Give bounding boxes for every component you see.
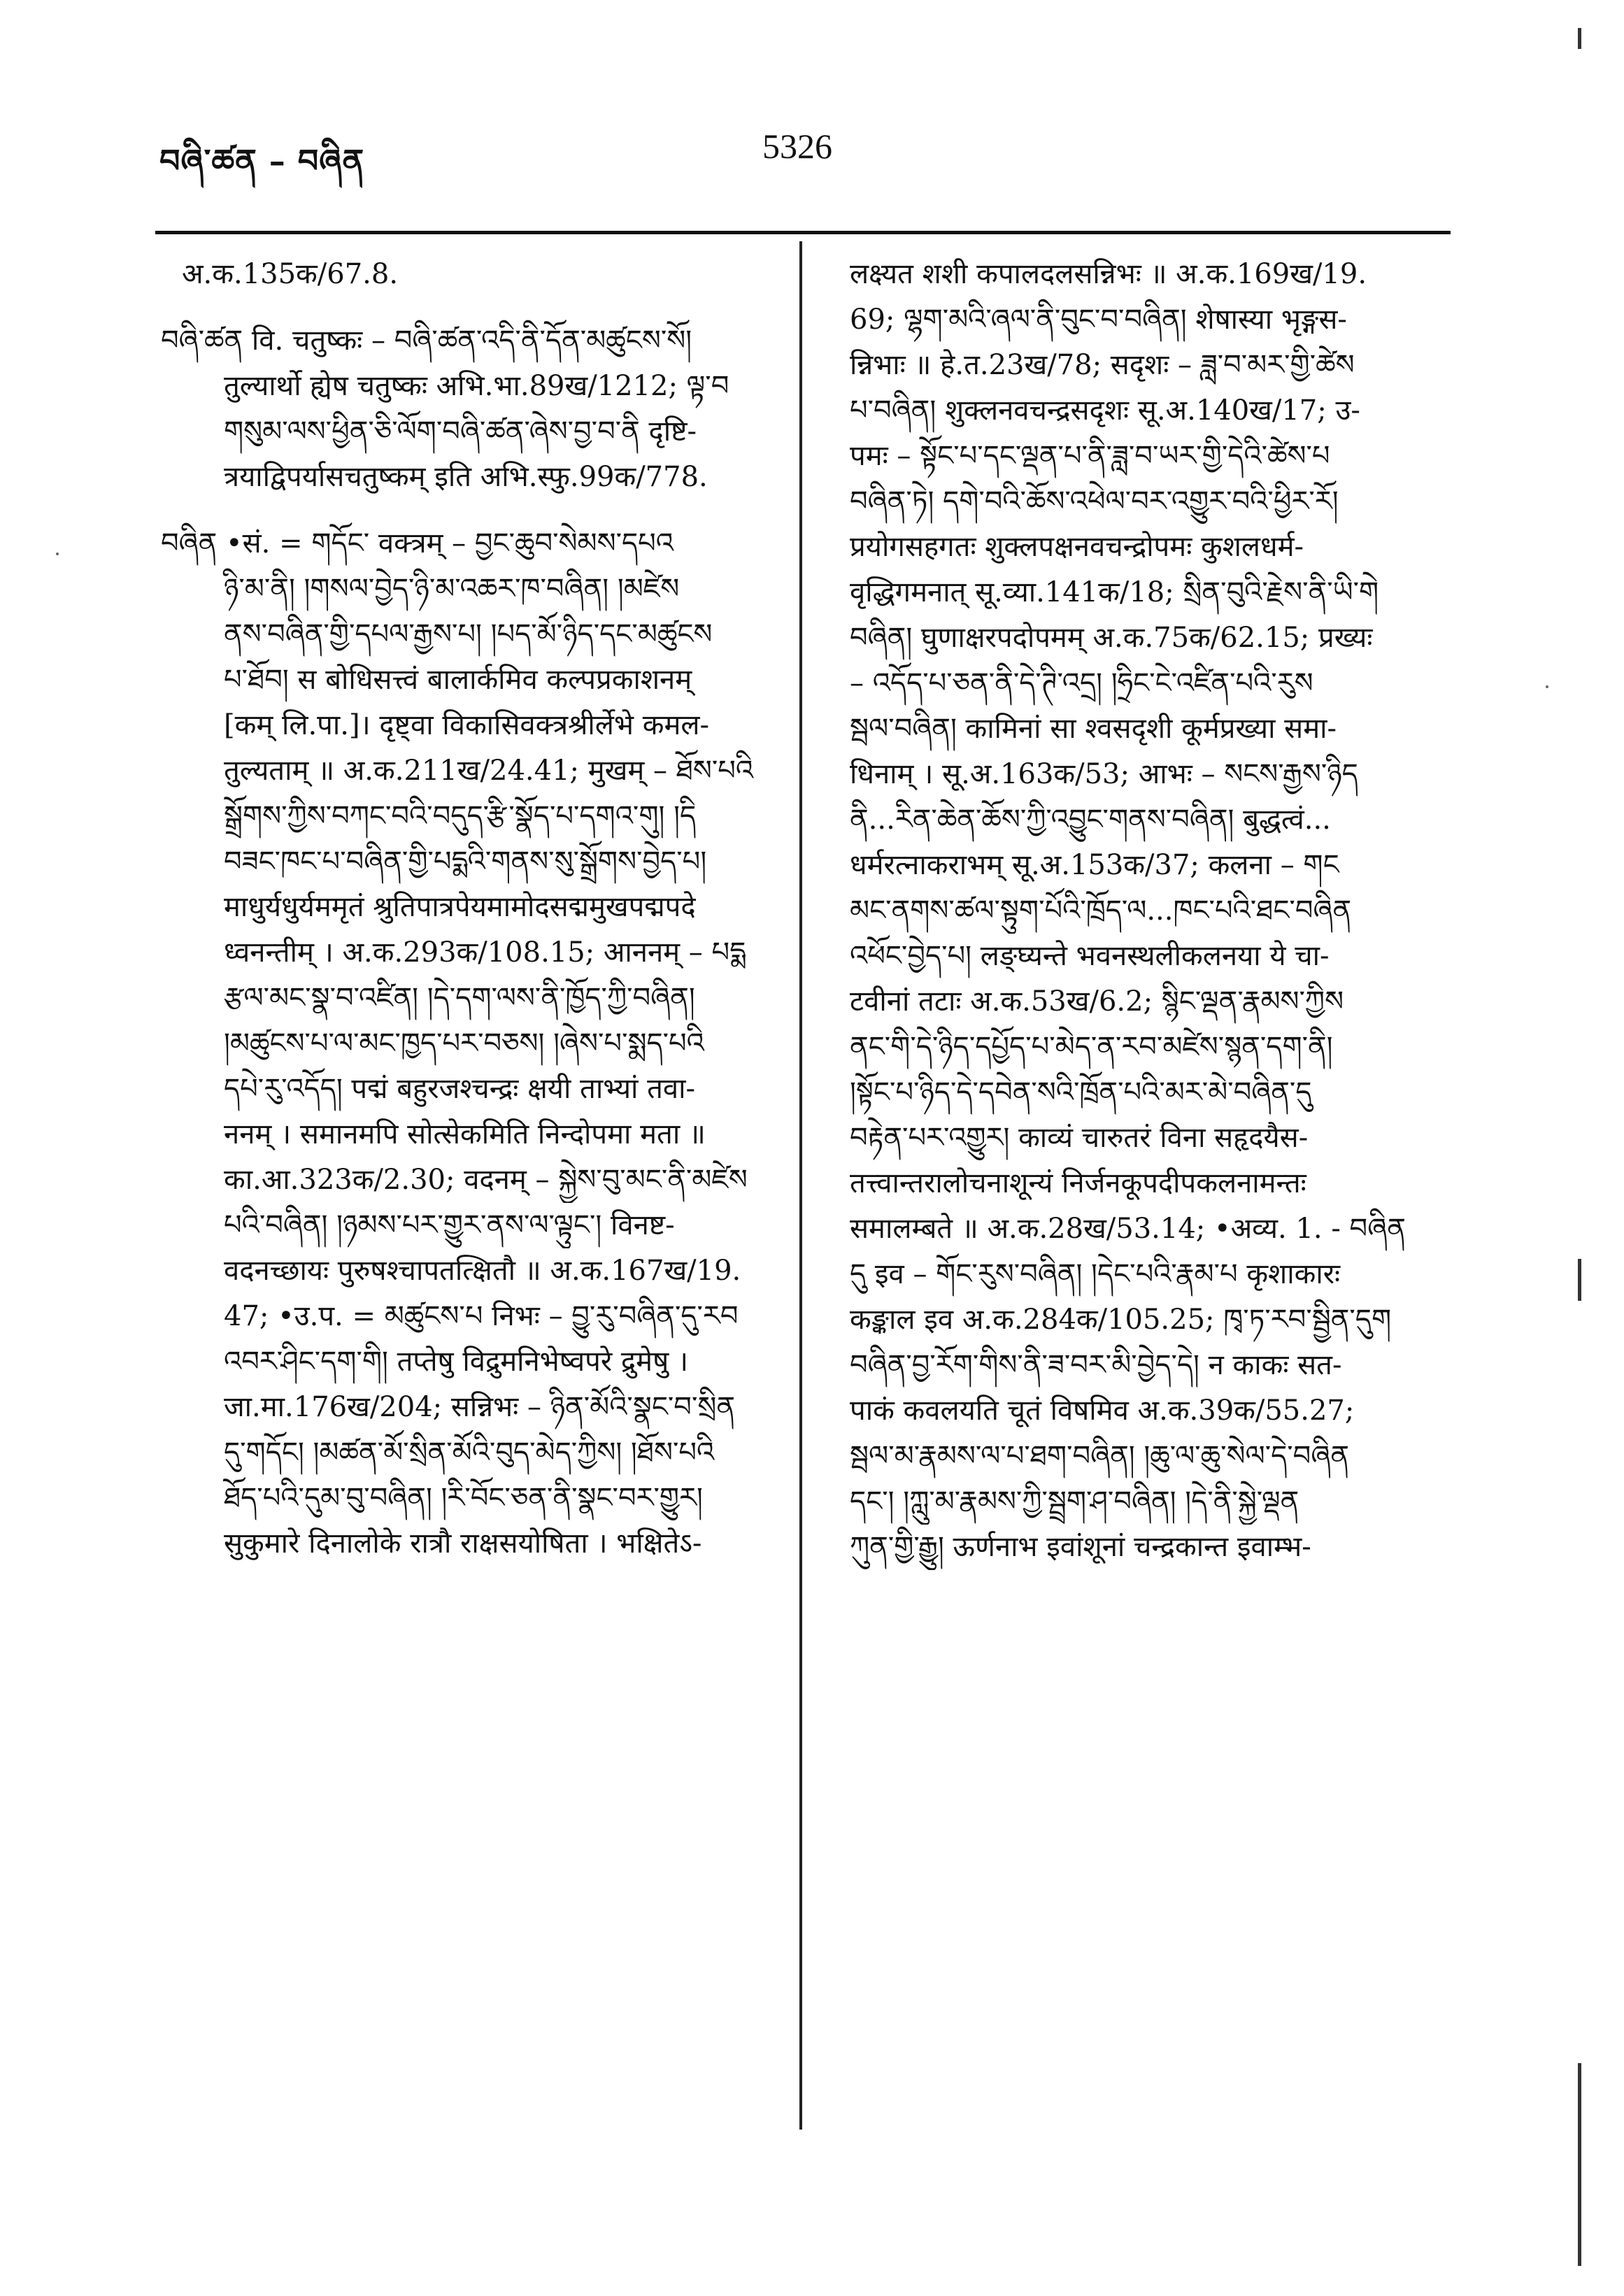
- text-line: समालम्बते ॥ अ.क.28ख/53.14; •अव्य. 1. - བཞིན: [850, 1213, 1406, 1245]
- text-line: བཟང་ཁང་པ་བཞིན་གྱི་པདྨའི་གནས་སུ་སྒྲོགས་བྱེད་པ།: [224, 846, 707, 878]
- text-line: བཞི་ཚན वि. चतुष्कः – བཞི་ཚན་འདི་ནི་དོན་མཚུངས་སོ།: [161, 325, 692, 357]
- text-line: །མཚུངས་པ་ལ་མང་ཁྱད་པར་བཅས། །ཞེས་པ་སྨད་པའི: [224, 1027, 704, 1060]
- entry-gap: [161, 500, 776, 521]
- left-column: [161, 252, 776, 1567]
- text-line: འཕོང་བྱེད་པ། लङ्घ्यन्ते भवनस्थलीकलनया ये चा-: [850, 940, 1330, 972]
- text-line: ནང་གི་དེ་ཉིད་དཔྱོད་པ་མེད་ན་རབ་མཛེས་སྙན་དག་ནི།: [850, 1031, 1333, 1063]
- text-line: वृद्धिगमनात् सू.व्या.141क/18; སྲིན་བུའི་རྗེས་ནི་ཡི་གེ: [850, 576, 1379, 608]
- text-line: पाकं कवलयति चूतं विषमिव अ.क.39क/55.27;: [850, 1395, 1355, 1427]
- text-line: དུ इव – གོང་རུས་བཞིན། །དེང་པའི་རྣམ་པ कृशाकारः: [850, 1258, 1341, 1290]
- text-line: མང་ནགས་ཚལ་སྟུག་པོའི་ཁྲོད་ལ...ཁང་པའི་ཐང་བཞིན: [850, 894, 1352, 927]
- scan-speck: [1546, 685, 1548, 688]
- text-line: །སྟོང་པ་ཉིད་དེ་དབེན་སའི་ཁྲོན་པའི་མར་མེ་བཞིན་དུ: [850, 1076, 1312, 1108]
- text-line: टवीनां तटाः अ.क.53ख/6.2; སྙིང་ལྡན་རྣམས་ཀྱིས: [850, 985, 1344, 1018]
- text-line: त्रयाद्विपर्यासचतुष्कम् इति अभि.स्फु.99क/778.: [224, 461, 708, 493]
- text-line: རྩལ་མང་སྣ་བ་འཛིན། །དེ་དག་ལས་ནི་ཁྱོད་ཀྱི་བཞིན།: [224, 982, 695, 1014]
- text-line: དུ་གདོང། །མཚན་མོ་སྲིན་མོའི་བུད་མེད་ཀྱིས། །ཐོས་པའི: [224, 1436, 715, 1469]
- text-line: – འདོད་པ་ཅན་ནི་དེ་ཊི་འདྲ། །ཧྲིང་ངེ་འཛིན་པའི་རུས: [850, 667, 1313, 699]
- text-line: སྦལ་བཞིན། कामिनां सा श्वसदृशी कूर्मप्रख्या समा-: [850, 713, 1337, 745]
- text-line: ནས་བཞིན་གྱི་དཔལ་རྒྱས་པ། །པད་མོ་ཉིད་དང་མཚུངས: [224, 618, 713, 650]
- text-line: प्रयोगसहगतः शुक्लपक्षनवचन्द्रोपमः कुशलधर्म-: [850, 531, 1304, 563]
- text-line: का.आ.323क/2.30; वदनम् – སྐྱེས་བུ་མང་ནི་མཛེས: [224, 1164, 748, 1196]
- text-line: གསུམ་ལས་ཕྱིན་ཅི་ལོག་བཞི་ཚན་ཞེས་བྱ་བ་ནི दृष्टि-: [224, 415, 697, 448]
- text-line: དང་། །ཀླུ་མ་རྣམས་ཀྱི་སྦྲག་ཤ་བཞིན། །དེ་ནི་སྐྱེ་ལྡན: [850, 1485, 1299, 1518]
- text-line: पमः – སྟོང་པ་དང་ལྡན་པ་ནི་ཟླ་བ་ཡར་གྱི་དེའི་ཚེས་པ: [850, 440, 1330, 472]
- text-line: འབར་ཤིང་དག་གི། तप्तेषु विद्रुमनिभेष्वपरे द्रुमेषु ।: [224, 1346, 689, 1378]
- text-line: སྦལ་མ་རྣམས་ལ་པ་ཐག་བཞིན། །ཆུ་ལ་ཆུ་སེལ་དེ་བཞིན: [850, 1440, 1349, 1472]
- text-line: तत्त्वान्तरालोचनाशून्यं निर्जनकूपदीपकलनामन्तः: [850, 1167, 1306, 1199]
- text-line: བརྟེན་པར་འགྱུར། काव्यं चारुतरं विना सहृदयैस-: [850, 1122, 1309, 1154]
- text-line: तुल्यताम् ॥ अ.क.211ख/24.41; मुखम् – ཐོས་པའི: [224, 755, 754, 787]
- text-line: 69; ལྷག་མའི་ཞལ་ནི་བུང་བ་བཞིན། शेषास्या भृङ्गस-: [850, 304, 1347, 336]
- text-line: བཞིན། घुणाक्षरपदोपमम् अ.क.75क/62.15; प्रख्यः: [850, 622, 1373, 654]
- text-line: ཐོད་པའི་དུམ་བུ་བཞིན། །རི་བོང་ཅན་ནི་སྣང་བར་གྱུར།: [224, 1482, 703, 1514]
- text-line: सुकुमारे दिनालोके रात्रौ राक्षसयोषिता । भक्षितेऽ-: [224, 1527, 702, 1560]
- text-line: 47; •उ.प. = མཚུངས་པ निभः – བྱུ་རུ་བཞིན་དུ་རབ: [224, 1300, 739, 1332]
- text-line: བཞིན་ཏེ། དགེ་བའི་ཆོས་འཕེལ་བར་འགྱུར་བའི་ཕྱིར་རོ།: [850, 485, 1339, 518]
- text-line: धर्मरत्नाकराभम् सू.अ.153क/37; कलना – གང: [850, 849, 1339, 881]
- text-line: अ.क.135क/67.8.: [182, 258, 399, 290]
- running-head: བཞི་ཚན – བཞིན: [159, 142, 365, 180]
- text-line: སྒྲོགས་ཀྱིས་བཀང་བའི་བདུད་རྩི་སྣོད་པ་དགའ་གུ། །དི: [224, 800, 697, 832]
- text-line: བཞིན་བྱ་རོག་གིས་ནི་ཟ་བར་མི་བྱེད་དེ། न काकः सत-: [850, 1349, 1342, 1381]
- column-divider: [799, 241, 802, 2130]
- text-line: བཞིན •सं. = གདོང་ वक्त्रम् – བྱང་ཆུབ་སེམས་དཔའ: [161, 527, 674, 559]
- text-line: ध्वनन्तीम् । अ.क.293क/108.15; आननम् – པདྨ: [224, 936, 746, 969]
- scan-edge-mark: [1578, 1259, 1581, 1301]
- text-line: ནི...རིན་ཆེན་ཆོས་ཀྱི་འབྱུང་གནས་བཞིན། बुद्धत्वं...: [850, 804, 1331, 836]
- right-column: [850, 252, 1458, 1570]
- text-line: པ་ཐོབ། स बोधिसत्त्वं बालार्कमिव कल्पप्रकाशनम्: [224, 664, 692, 696]
- scan-speck: [56, 552, 59, 555]
- text-line: कङ्काल इव अ.क.284क/105.25; ཁྭ་ཏ་རབ་སྦྱིན་དུག: [850, 1304, 1392, 1336]
- text-line: པ་བཞིན། शुक्लनवचन्द्रसदृशः सू.अ.140ख/17; उ-: [850, 394, 1360, 427]
- text-line: [कम् लि.पा.]। दृष्ट्वा विकासिवक्त्रश्रीर्लेभे कमल-: [224, 709, 710, 741]
- page-number: 5326: [762, 127, 832, 166]
- text-line: ཉི་མ་ནི། །གསལ་བྱེད་ཉི་མ་འཆར་ཁ་བཞིན། །མཛེས: [224, 573, 680, 605]
- entry-gap: [161, 297, 776, 318]
- text-line: धिनाम् । सू.अ.163क/53; आभः – སངས་རྒྱས་ཉིད: [850, 758, 1358, 790]
- text-line: ཀུན་གྱི་རྒྱུ། ऊर्णनाभ इवांशूनां चन्द्रकान्त इवाम्भ-: [850, 1531, 1311, 1563]
- text-line: དཔེ་རུ་འདོད། पद्मं बहुरजश्चन्द्रः क्षयी ताभ्यां तवा-: [224, 1073, 696, 1105]
- header-rule: [155, 231, 1451, 234]
- text-line: तुल्यार्थो ह्येष चतुष्कः अभि.भा.89ख/1212; ལྟ་བ: [224, 370, 729, 402]
- text-line: लक्ष्यत शशी कपालदलसन्निभः ॥ अ.क.169ख/19.: [850, 258, 1367, 290]
- text-line: པའི་བཞིན། །ཉམས་པར་གྱུར་ནས་ལ་ལྟུང་། विनष्ट-: [224, 1209, 675, 1241]
- text-line: न्निभाः ॥ हे.त.23ख/78; सदृशः – ཟླ་བ་མར་གྱི་ཚེས: [850, 349, 1355, 381]
- text-line: जा.मा.176ख/204; सन्निभः – ཉིན་མོའི་སྣང་བ་སྲིན: [224, 1391, 736, 1423]
- text-line: माधुर्यधुर्यममृतं श्रुतिपात्रपेयमामोदसद्ममुखपद्मपदे: [224, 891, 696, 923]
- scan-edge-mark: [1578, 28, 1581, 49]
- text-line: वदनच्छायः पुरुषश्चापतत्क्षितौ ॥ अ.क.167ख/19.: [224, 1255, 741, 1287]
- scan-edge-mark: [1578, 2063, 1581, 2266]
- text-line: ननम् । समानमपि सोत्सेकमिति निन्दोपमा मता ॥: [224, 1118, 706, 1150]
